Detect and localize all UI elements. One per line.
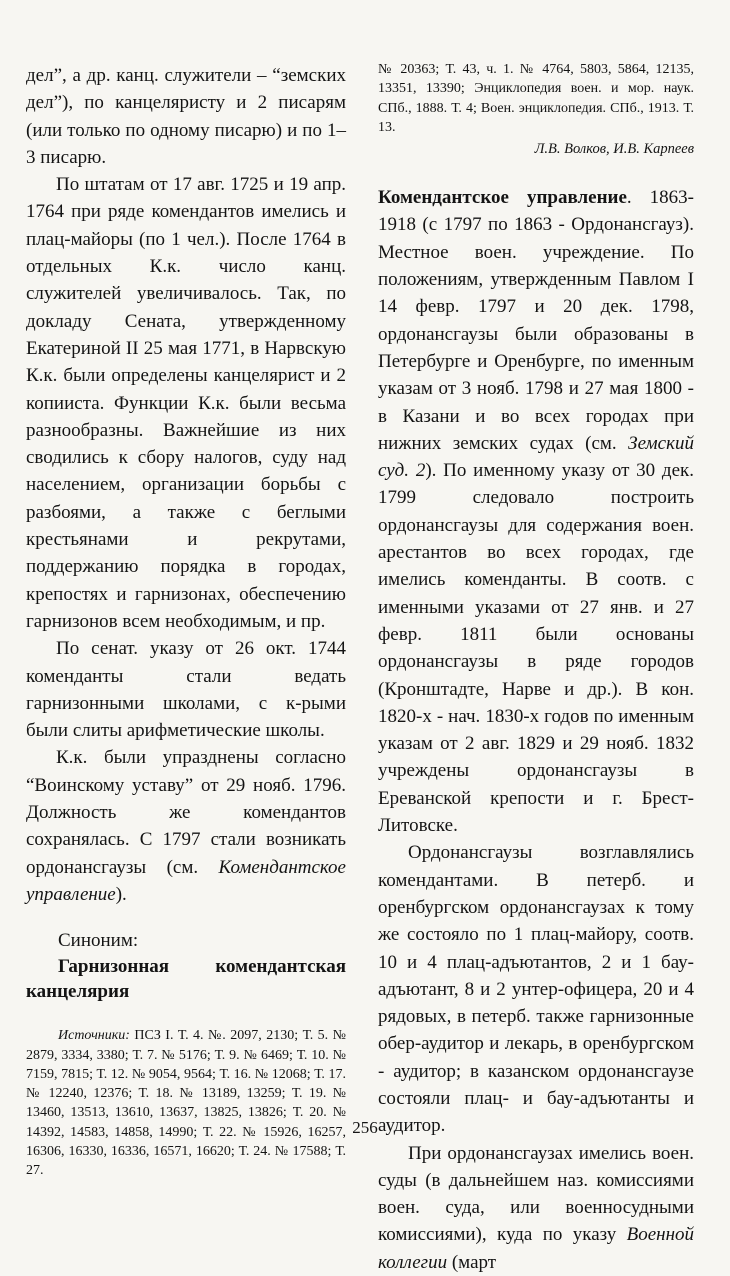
paragraph xyxy=(26,744,346,908)
page-number: 256 xyxy=(352,1118,378,1137)
authors: Л.В. Волков, И.В. Карпеев xyxy=(534,141,694,158)
left-column xyxy=(26,62,346,1181)
sources-block xyxy=(26,1026,346,1180)
paragraph xyxy=(378,1140,694,1276)
synonym-term: Гарнизонная комендантская канцелярия xyxy=(26,956,346,1003)
sources-label: Источники: xyxy=(58,1028,130,1044)
sources-text: ПСЗ I. Т. 4. №. 2097, 2130; Т. 5. № 2879, 3334, 3380; Т. 7. № 5176; Т. 9. № 6469; Т. 10. № 7159, 7815; Т. 12. № 9054, 9564; Т. 16. № 12068; Т. 17. № 12240, 12376; Т. 18. № 13189, 13259; Т. 19. № 13460, 13513, 13610, 13637, 13825, 13826; Т. 20. № 14392, 14583, 14858, 14990; Т. 22. № 15926, 16257, 16306, 16330, 16336, 16571, 16620; Т. 24. № 17588; Т. 27. xyxy=(26,1028,346,1179)
paragraph-text: К.к. были упразднены согласно “Воинскому уставу” от 29 нояб. 1796. Должность же комендантов сохранялась. С 1797 стали возникать ордонансгаузы (см. xyxy=(26,747,346,878)
paragraph: дел”, а др. канц. служители – “земских дел”), по канцеляристу и 2 писарям (или только по одному писарю) и по 1–3 писарю. xyxy=(26,65,346,168)
paragraph: По сенат. указу от 26 окт. 1744 коменданты стали ведать гарнизонными школами, с к-рыми были слиты арифметические школы. xyxy=(26,638,346,742)
right-column xyxy=(378,62,694,1276)
synonym-label: Синоним: xyxy=(58,930,139,952)
paragraph: По штатам от 17 авг. 1725 и 19 апр. 1764 при ряде комендантов имелись и плац-майоры (по 1 чел.). После 1764 в отдельных К.к. число канц. служителей увеличивалось. Так, по докладу Сената, утвержденному Екатериной II 25 мая 1771, в Нарвскую К.к. были определены канцелярист и 2 копииста. Функции К.к. были весьма разнообразны. Важнейшие из них сводились к сбору налогов, суду над населением, организации борьбы с разбоями, а также с беглыми крестьянами и рекрутами, поддержанию порядка в городах, крепостях и гарнизонах, обеспечению гарнизонов всем необходимым, и пр. xyxy=(26,174,346,632)
cross-reference-link[interactable]: Земский суд. 2 xyxy=(378,432,694,482)
paragraph-text: . 1863-1918 (с 1797 по 1863 - Ордонансгауз). Местное воен. учреждение. По положениям, утвержденным Павлом I 14 февр. 1797 и 20 дек. 1798, ордонансгаузы были образованы в Петербурге и Оренбурге, по именным указам от 3 нояб. 1798 и 27 мая 1800 - в Казани и во всех городах при нижних земских судах (см. xyxy=(378,187,694,454)
cross-reference-link[interactable]: Военной коллегии xyxy=(378,1224,694,1273)
cross-reference-link[interactable]: Комендантское управление xyxy=(26,856,346,905)
paragraph: Ордонансгаузы возглавлялись комендантами. В петерб. и оренбургском ордонансгаузах к тому же состояло по 1 плац-майору, соотв. 10 и 4 плац-адъютантов, 2 и 1 бау-адъютант, 8 и 2 унтер-офицера, 20 и 4 рядовых, в петерб. также гарнизонные обер-аудитор и лекарь, в оренбургском - аудитор; в казанском ордонансгаузе состояли плац- и бау-адъютанты и аудитор. xyxy=(378,842,694,1137)
paragraph-text: ). По именному указу от 30 дек. 1799 следовало построить ордонансгаузы для содержания воен. арестантов во всех городах, где имелись коменданты. В соотв. с именными указами от 27 янв. и 27 февр. 1811 были основаны ордонансгаузы в ряде городов (Кронштадте, Нарве и др.). В кон. 1820-х - нач. 1830-х годов по именным указам от 2 авг. 1829 и 29 нояб. 1832 учреждены ордонансгаузы в Ереванской крепости и г. Брест-Литовске. xyxy=(378,460,694,837)
entry-paragraph xyxy=(378,184,694,839)
entry-title: Комендантское управление xyxy=(378,187,627,209)
paragraph-text: При ордонансгаузах имелись воен. суды (в дальнейшем наз. комиссиями воен. суда, или военносудными комиссиями), куда по указу xyxy=(378,1142,694,1246)
paragraph-text: ). xyxy=(115,883,127,905)
paragraph-text: (март xyxy=(447,1251,497,1273)
sources-continued: № 20363; Т. 43, ч. 1. № 4764, 5803, 5864, 12135, 13351, 13390; Энциклопедия воен. и мор. наук. СПб., 1888. Т. 4; Воен. энциклопедия. СПб., 1913. Т. 13. xyxy=(378,62,694,135)
